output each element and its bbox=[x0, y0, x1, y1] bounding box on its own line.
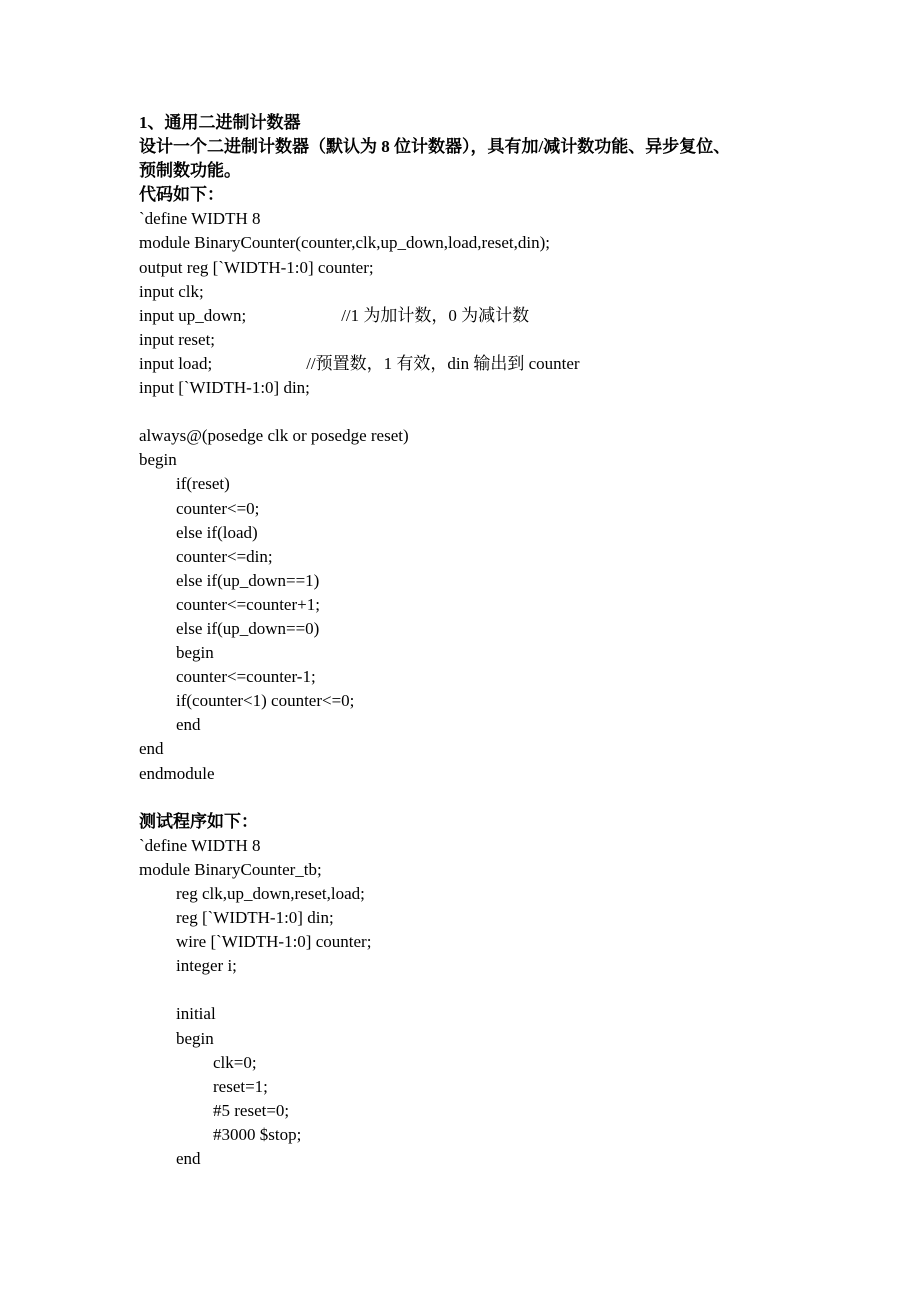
code-text: input load; bbox=[139, 353, 213, 373]
code-line-load bbox=[139, 352, 839, 376]
code-line: reset=1; bbox=[213, 1076, 268, 1096]
code-line: input [`WIDTH-1:0] din; bbox=[139, 378, 310, 398]
code-line: counter<=din; bbox=[176, 546, 273, 566]
code-line: `define WIDTH 8 bbox=[139, 209, 261, 229]
code-line: #3000 $stop; bbox=[213, 1124, 302, 1144]
code-line: if(reset) bbox=[176, 474, 230, 494]
code-text: input up_down; bbox=[139, 305, 247, 325]
code-line: counter<=0; bbox=[176, 498, 260, 518]
code-line: clk=0; bbox=[213, 1052, 257, 1072]
blank-line bbox=[139, 978, 839, 1002]
code-line: endmodule bbox=[139, 763, 215, 783]
blank-line bbox=[139, 786, 839, 810]
description-line-1: 设计一个二进制计数器（默认为 8 位计数器），具有加/减计数功能、异步复位、 bbox=[139, 137, 731, 157]
code-line: #5 reset=0; bbox=[213, 1100, 290, 1120]
test-intro: 测试程序如下： bbox=[139, 811, 258, 831]
code-line: counter<=counter+1; bbox=[176, 594, 320, 614]
code-line: begin bbox=[139, 450, 177, 470]
code-line: integer i; bbox=[176, 956, 237, 976]
code-line: module BinaryCounter_tb; bbox=[139, 859, 322, 879]
code-line: else if(up_down==0) bbox=[176, 618, 320, 638]
code-line: if(counter<1) counter<=0; bbox=[176, 691, 355, 711]
document-page bbox=[139, 111, 839, 1171]
code-line: end bbox=[176, 1149, 201, 1169]
code-line: else if(load) bbox=[176, 522, 258, 542]
code-line: `define WIDTH 8 bbox=[139, 835, 261, 855]
code-line: begin bbox=[176, 1028, 214, 1048]
code-line: begin bbox=[176, 643, 214, 663]
code-line: input clk; bbox=[139, 281, 204, 301]
code-comment: //1 为加计数，0 为减计数 bbox=[341, 305, 530, 325]
code-line: else if(up_down==1) bbox=[176, 570, 320, 590]
code-line: reg clk,up_down,reset,load; bbox=[176, 884, 365, 903]
blank-line bbox=[139, 400, 839, 424]
code-line: counter<=counter-1; bbox=[176, 667, 316, 687]
section-heading: 1、通用二进制计数器 bbox=[139, 113, 301, 132]
code-line-up-down bbox=[139, 304, 839, 328]
code-line: initial bbox=[176, 1004, 216, 1024]
code-line: module BinaryCounter(counter,clk,up_down,load,reset,din); bbox=[139, 233, 550, 253]
code-line: output reg [`WIDTH-1:0] counter; bbox=[139, 257, 374, 277]
code-comment: //预置数，1 有效，din 输出到 counter bbox=[306, 353, 580, 373]
code-line: input reset; bbox=[139, 329, 216, 349]
code-line: always@(posedge clk or posedge reset) bbox=[139, 426, 409, 446]
code-line: reg [`WIDTH-1:0] din; bbox=[176, 908, 334, 928]
code-line: end bbox=[139, 739, 164, 759]
code-line: wire [`WIDTH-1:0] counter; bbox=[176, 932, 372, 952]
description-line-2: 预制数功能。 bbox=[139, 161, 241, 181]
code-line: end bbox=[176, 715, 201, 735]
code-intro: 代码如下： bbox=[139, 185, 224, 205]
